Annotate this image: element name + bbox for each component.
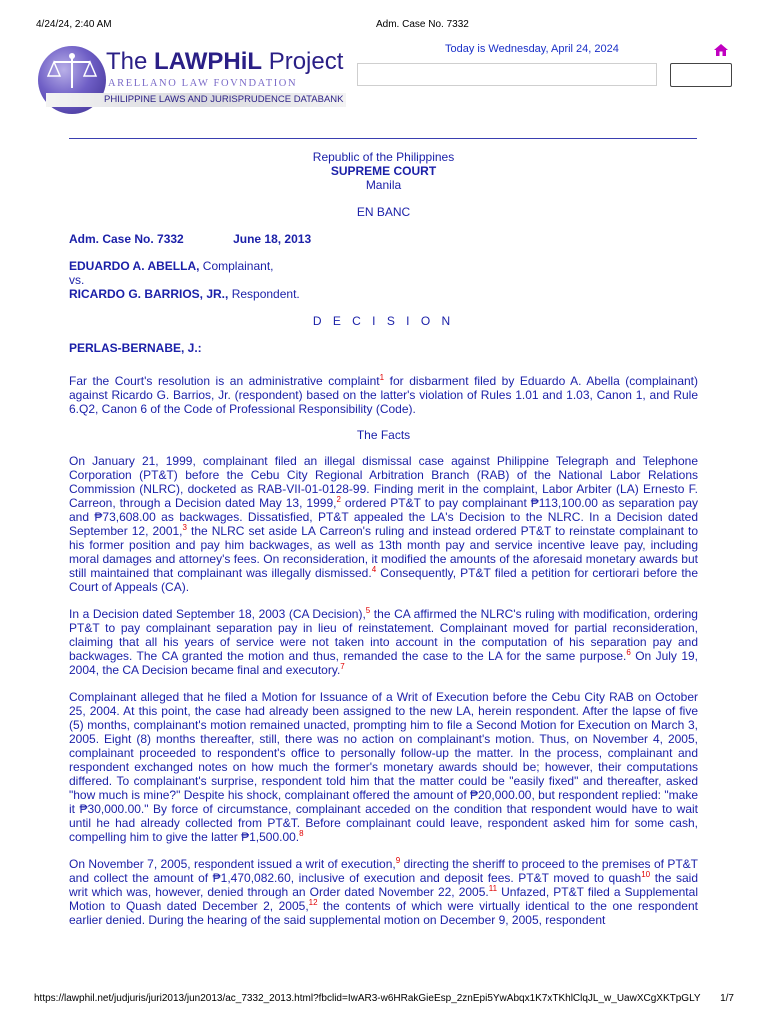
p3-text-c: On July 19, 2004, the CA Decision became final and executory. [69, 649, 699, 677]
paragraph-3 [69, 607, 698, 677]
decision-document [69, 150, 698, 927]
print-footer [34, 993, 734, 1004]
case-date: June 18, 2013 [233, 232, 312, 246]
header-divider [69, 138, 697, 139]
page-number: 1/7 [720, 993, 734, 1004]
footnote-4-link[interactable]: 4 [371, 565, 377, 574]
footnote-11-link[interactable]: 11 [488, 884, 498, 893]
p5-text-b: directing the sheriff to proceed to the premises of PT&T and collect the amount of ₱1,470,082.60, inclusive of execution and deposit fees. PT&T moved to quash [69, 857, 699, 885]
footnote-7-link[interactable]: 7 [340, 662, 345, 671]
home-icon[interactable] [713, 43, 729, 57]
complainant-role: Complainant, [199, 259, 274, 273]
paragraph-2 [69, 454, 698, 594]
p2-text-b: ordered PT&T to pay complainant ₱113,100.00 as separation pay and ₱73,608.00 as backwages. Dissatisfied, PT&T appealed the LA's Decision to the NLRC. In a Decision dated September 12, 2001, [69, 496, 698, 538]
page-url: https://lawphil.net/judjuris/juri2013/jun2013/ac_7332_2013.html?fbclid=IwAR3-w6HRakGieEsp_2znEpi5YwAbqx1K7xTKhlClqJL_w_UawXCgXKTpGLY [34, 993, 701, 1004]
case-line [69, 232, 698, 246]
respondent-role: Respondent. [228, 287, 300, 301]
p5-text-c: the said writ which was, however, denied through an Order dated November 22, 2005. [69, 871, 698, 899]
footnote-8-link[interactable]: 8 [299, 829, 304, 838]
footnote-12-link[interactable]: 12 [308, 898, 318, 907]
p3-text-b: the CA affirmed the NLRC's ruling with modification, ordering PT&T to pay complainant separation pay in lieu of reinstatement. Complainant moved for partial reconsideration, claiming that all his years of service were not taken into account in the computation of his separation pay and backwages. The CA granted the motion and thus, remanded the case to the LA for the same purpose. [69, 607, 698, 663]
p5-text-a: On November 7, 2005, respondent issued a writ of execution, [69, 857, 396, 871]
footnote-9-link[interactable]: 9 [395, 856, 401, 865]
tagline-band [46, 93, 346, 107]
site-title-prefix: The [106, 48, 155, 75]
print-title: Adm. Case No. 7332 [376, 19, 469, 30]
decision-heading: D E C I S I O N [312, 314, 455, 328]
foundation-name: ARELLANO LAW FOVNDATION [108, 78, 298, 89]
footnote-1-link[interactable]: 1 [379, 373, 385, 382]
site-title-bold: LAWPHiL [154, 48, 263, 75]
p5-text-d: Unfazed, PT&T filed a Supplemental Motion to Quash dated December 2, 2005, [69, 885, 698, 913]
search-button[interactable] [670, 63, 732, 87]
complainant-name: EDUARDO A. ABELLA, [69, 259, 200, 273]
p2-text-d: Consequently, PT&T filed a petition for certiorari before the Court of Appeals (CA). [69, 566, 698, 594]
search-input[interactable] [357, 63, 657, 86]
respondent-line [69, 287, 698, 301]
paragraph-4 [69, 690, 698, 844]
site-title [106, 48, 343, 76]
p5-text-e: the contents of which were virtually identical to the one respondent earlier denied. During the hearing of the said supplemental motion on December 9, 2005, respondent [69, 899, 698, 927]
facts-heading: The Facts [356, 428, 411, 442]
scales-icon [46, 52, 98, 92]
footnote-10-link[interactable]: 10 [641, 870, 651, 879]
site-tagline: PHILIPPINE LAWS AND JURISPRUDENCE DATABANK [104, 94, 344, 105]
case-number: Adm. Case No. 7332 [69, 232, 184, 246]
footnote-5-link[interactable]: 5 [365, 606, 371, 615]
today-date: Today is Wednesday, April 24, 2024 [445, 43, 619, 55]
respondent-name: RICARDO G. BARRIOS, JR., [69, 287, 229, 301]
p1-text-a: Far the Court's resolution is an administrative complaint [69, 374, 380, 388]
division: EN BANC [356, 205, 411, 219]
p2-text-a: On January 21, 1999, complainant filed an illegal dismissal case against Philippine Telegraph and Telephone Corporation (PT&T) before the Cebu City Regional Arbitration Branch (RAB) of the National Labor Relations Commission (NLRC), docketed as RAB-VII-01-0128-99. Finding merit in the complaint, Labor Arbiter (LA) Ernesto F. Carreon, through a Decision dated May 13, 1999, [69, 454, 698, 510]
paragraph-5 [69, 857, 698, 927]
versus: vs. [69, 273, 85, 287]
lawphil-logo[interactable] [36, 42, 366, 122]
p2-text-c: the NLRC set aside LA Carreon's ruling and instead ordered PT&T to reinstate complainant to his former position and pay him backwages, as well as 13th month pay and service incentive leave pay, including moral damages and attorney's fees. On reconsideration, it modified the amounts of the aforesaid monetary awards but still maintained that complainant was illegally dismissed. [69, 524, 699, 580]
footnote-3-link[interactable]: 3 [182, 523, 187, 532]
court-name: SUPREME COURT [330, 164, 437, 178]
footnote-2-link[interactable]: 2 [336, 495, 341, 504]
p1-text-b: for disbarment filed by Eduardo A. Abella (complainant) against Ricardo G. Barrios, Jr. (respondent) based on the latter's violation of Rules 1.01 and 1.03, Canon 1, and Rule 6.Q2, Canon 6 of the Code of Professional Responsibility (Code). [69, 374, 698, 416]
p4-text-a: Complainant alleged that he filed a Motion for Issuance of a Writ of Execution before the Cebu City RAB on October 25, 2004. At this point, the case had already been assigned to the new LA, herein respondent. After the lapse of five (5) months, complainant's motion remained unacted, prompting him to file a Second Motion for Execution on March 3, 2005. Eight (8) months thereafter, still, there was no action on complainant's motion. Thus, on November 4, 2005, complainant proceeded to respondent's office to personally follow-up the matter. In the process, complainant and respondent exchanged notes on how much the former's monetary awards should be; however, their computations differed. To complainant's surprise, respondent told him that the matter could be "easily fixed" and thereafter, asked "how much is mine?" Despite his shock, complainant offered the amount of ₱20,000.00, but respondent replied: "make it ₱30,000.00." By force of circumstance, complainant acceded on the condition that respondent would have to wait until he had already collected from PT&T. Before complainant could leave, respondent asked him for some cash, compelling him to give the latter ₱1,500.00. [69, 690, 698, 844]
complainant-line [69, 259, 698, 273]
court-city: Manila [365, 178, 402, 192]
republic-line: Republic of the Philippines [312, 150, 455, 164]
paragraph-1 [69, 374, 698, 416]
site-title-suffix: Project [262, 48, 344, 75]
footnote-6-link[interactable]: 6 [626, 648, 631, 657]
ponente: PERLAS-BERNABE, J.: [69, 341, 202, 355]
print-datetime: 4/24/24, 2:40 AM [36, 19, 112, 30]
p3-text-a: In a Decision dated September 18, 2003 (CA Decision), [69, 607, 366, 621]
